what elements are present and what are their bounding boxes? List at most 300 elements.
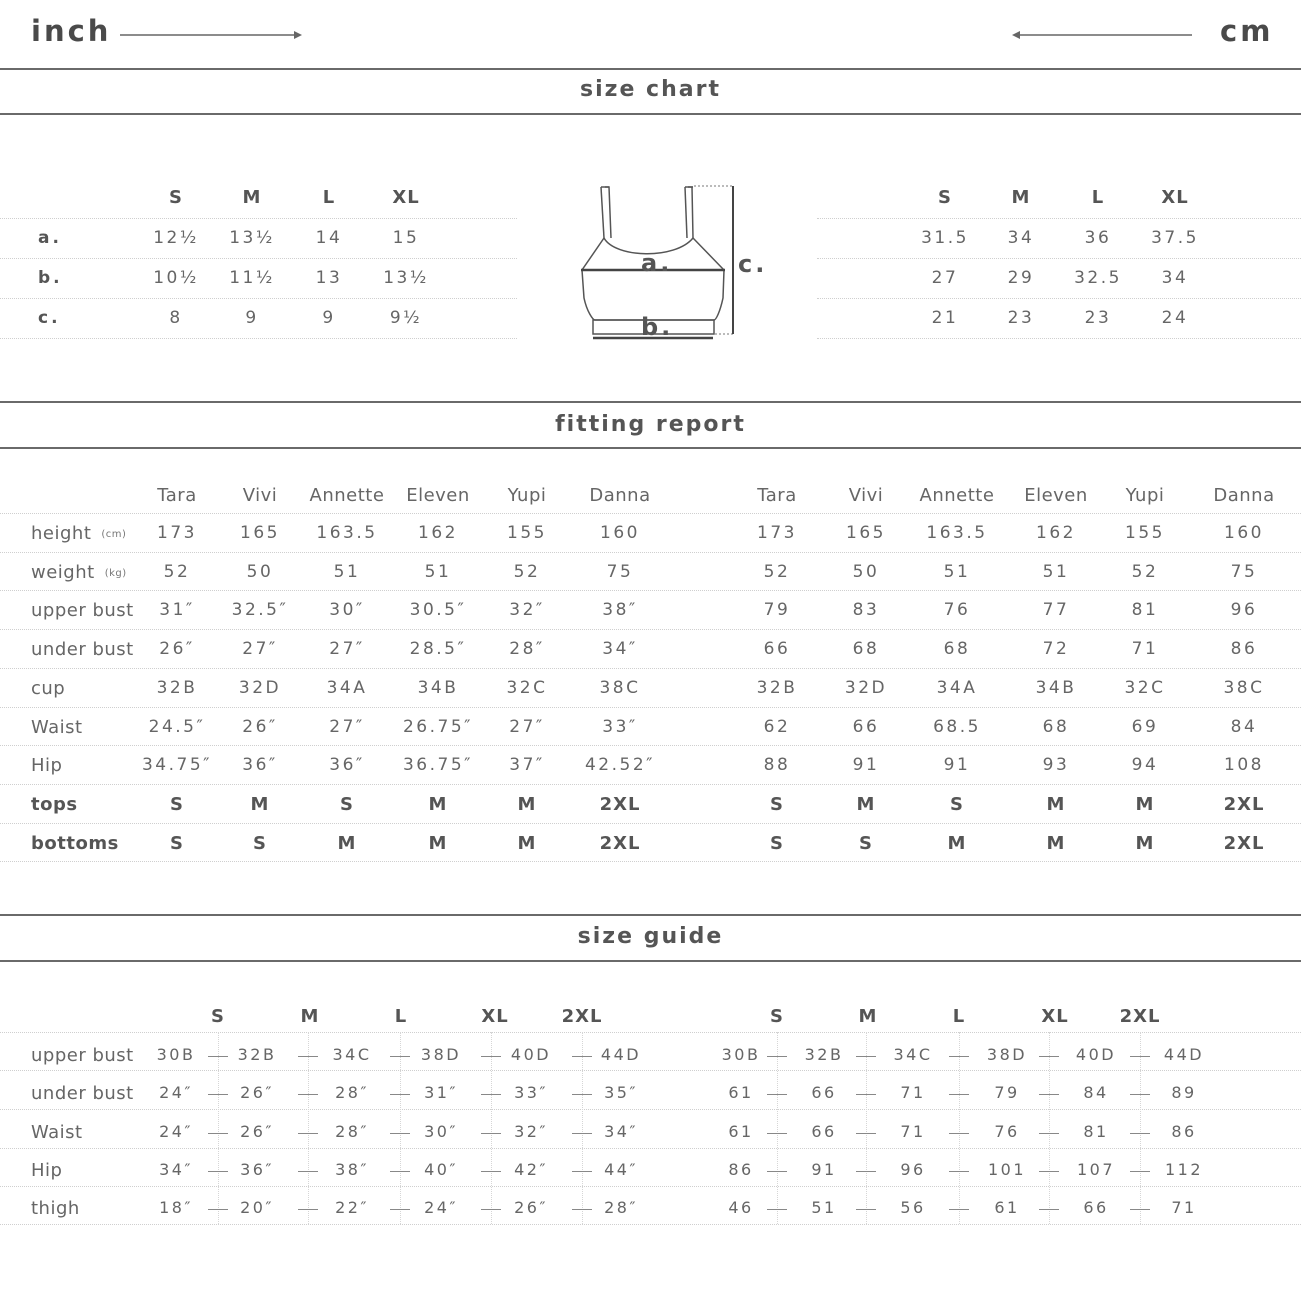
cell: S bbox=[859, 833, 873, 854]
size-header: L bbox=[322, 187, 336, 208]
range-dash bbox=[390, 1171, 410, 1172]
cell: 51 bbox=[1042, 562, 1070, 582]
cell: 30B bbox=[721, 1045, 761, 1064]
row-label: b. bbox=[38, 268, 63, 288]
cell: 34″ bbox=[604, 1122, 638, 1141]
cell: 26″ bbox=[514, 1198, 548, 1217]
range-dash bbox=[1130, 1209, 1150, 1210]
cell: 13½ bbox=[229, 228, 275, 248]
size-header: L bbox=[952, 1006, 966, 1027]
cell: 75 bbox=[606, 562, 634, 582]
cell: 71 bbox=[900, 1122, 926, 1141]
model-name: Danna bbox=[1213, 485, 1275, 506]
cell: 38D bbox=[986, 1045, 1028, 1064]
row-label: c. bbox=[38, 308, 61, 328]
row-label bbox=[31, 678, 65, 699]
cell: 160 bbox=[1224, 523, 1264, 543]
range-dash bbox=[481, 1133, 501, 1134]
size-header: XL bbox=[1041, 1006, 1069, 1027]
diagram-label-a: a. bbox=[641, 249, 673, 277]
cell: 32.5″ bbox=[231, 600, 289, 620]
cell: 86 bbox=[1230, 639, 1258, 659]
cell: 9 bbox=[322, 308, 336, 328]
size-header: S bbox=[169, 187, 183, 208]
cell: 13½ bbox=[383, 268, 429, 288]
cell: 160 bbox=[600, 523, 640, 543]
range-dash bbox=[298, 1133, 318, 1134]
row-divider bbox=[817, 338, 1301, 339]
diagram-label-c: c. bbox=[738, 250, 768, 278]
row-divider bbox=[0, 298, 517, 299]
cell: 34A bbox=[936, 678, 978, 698]
row-divider bbox=[0, 1032, 1301, 1033]
cell: M bbox=[517, 794, 537, 815]
cell: 34C bbox=[332, 1045, 372, 1064]
cell: 28″ bbox=[509, 639, 545, 659]
cell: 81 bbox=[1131, 600, 1159, 620]
row-divider bbox=[0, 707, 1301, 708]
row-label-text: Hip bbox=[31, 755, 63, 776]
cell: 71 bbox=[900, 1083, 926, 1102]
row-label bbox=[31, 755, 62, 776]
cell: 79 bbox=[763, 600, 791, 620]
range-dash bbox=[1039, 1056, 1059, 1057]
cell: 76 bbox=[943, 600, 971, 620]
cell: 32″ bbox=[509, 600, 545, 620]
cell: 2XL bbox=[599, 833, 641, 854]
range-dash bbox=[767, 1056, 787, 1057]
range-dash bbox=[949, 1209, 969, 1210]
cell: 83 bbox=[852, 600, 880, 620]
column-divider bbox=[1140, 1032, 1141, 1224]
column-divider bbox=[491, 1032, 492, 1224]
range-dash bbox=[208, 1094, 228, 1095]
cell: 28″ bbox=[335, 1083, 369, 1102]
range-dash bbox=[949, 1056, 969, 1057]
cell: 36.75″ bbox=[402, 755, 474, 775]
model-name: Vivi bbox=[848, 485, 884, 506]
range-dash bbox=[481, 1094, 501, 1095]
range-dash bbox=[298, 1209, 318, 1210]
cell: 31″ bbox=[424, 1083, 458, 1102]
cell: 37″ bbox=[509, 755, 545, 775]
column-divider bbox=[866, 1032, 867, 1224]
cell: 32″ bbox=[514, 1122, 548, 1141]
range-dash bbox=[390, 1133, 410, 1134]
row-divider bbox=[0, 552, 1301, 553]
cell: M bbox=[1135, 794, 1155, 815]
cell: 44D bbox=[600, 1045, 642, 1064]
divider bbox=[0, 960, 1301, 962]
range-dash bbox=[1130, 1094, 1150, 1095]
range-dash bbox=[572, 1133, 592, 1134]
cell: 86 bbox=[1171, 1122, 1197, 1141]
cell: 34″ bbox=[602, 639, 638, 659]
cell: 31″ bbox=[159, 600, 195, 620]
cell: 81 bbox=[1083, 1122, 1109, 1141]
size-header: M bbox=[858, 1006, 878, 1027]
unit-cm-label: cm bbox=[1220, 14, 1274, 48]
cell: 91 bbox=[852, 755, 880, 775]
cell: 173 bbox=[757, 523, 797, 543]
column-divider bbox=[959, 1032, 960, 1224]
cell: 38C bbox=[1223, 678, 1265, 698]
range-dash bbox=[767, 1171, 787, 1172]
unit-note: (kg) bbox=[104, 568, 127, 579]
cell: 86 bbox=[728, 1160, 754, 1179]
row-label: a. bbox=[38, 228, 62, 248]
size-header: M bbox=[242, 187, 262, 208]
cell: 34 bbox=[1007, 228, 1035, 248]
range-dash bbox=[856, 1171, 876, 1172]
row-label-text: upper bust bbox=[31, 600, 134, 621]
model-name: Yupi bbox=[507, 485, 547, 506]
range-dash bbox=[208, 1056, 228, 1057]
cell: 27″ bbox=[329, 717, 365, 737]
row-divider bbox=[0, 338, 517, 339]
cell: S bbox=[770, 794, 784, 815]
cell: 173 bbox=[157, 523, 197, 543]
cell: 40D bbox=[510, 1045, 552, 1064]
model-name: Annette bbox=[919, 485, 995, 506]
cell: M bbox=[947, 833, 967, 854]
cell: 40D bbox=[1075, 1045, 1117, 1064]
cell: 29 bbox=[1007, 268, 1035, 288]
cell: 51 bbox=[811, 1198, 837, 1217]
row-label: upper bust bbox=[31, 1045, 134, 1066]
cell: 30.5″ bbox=[409, 600, 467, 620]
range-dash bbox=[767, 1209, 787, 1210]
range-dash bbox=[390, 1209, 410, 1210]
cell: 26″ bbox=[159, 639, 195, 659]
cell: 32B bbox=[804, 1045, 844, 1064]
range-dash bbox=[856, 1056, 876, 1057]
cell: 2XL bbox=[1223, 794, 1265, 815]
cell: 61 bbox=[728, 1122, 754, 1141]
cell: 46 bbox=[728, 1198, 754, 1217]
cell: 2XL bbox=[599, 794, 641, 815]
size-header: M bbox=[1011, 187, 1031, 208]
size-header: L bbox=[394, 1006, 408, 1027]
column-divider bbox=[308, 1032, 309, 1224]
cell: 52 bbox=[163, 562, 191, 582]
cell: 32B bbox=[756, 678, 798, 698]
range-dash bbox=[856, 1209, 876, 1210]
row-divider bbox=[0, 1224, 1301, 1225]
row-divider bbox=[0, 513, 1301, 514]
cell: 50 bbox=[246, 562, 274, 582]
row-label: thigh bbox=[31, 1198, 80, 1219]
range-dash bbox=[572, 1056, 592, 1057]
cell: 112 bbox=[1164, 1160, 1204, 1179]
cell: 69 bbox=[1131, 717, 1159, 737]
cell: 33″ bbox=[514, 1083, 548, 1102]
row-divider bbox=[817, 258, 1301, 259]
cell: 9 bbox=[245, 308, 259, 328]
row-label: Waist bbox=[31, 1122, 83, 1143]
row-label bbox=[31, 562, 127, 583]
row-divider bbox=[0, 590, 1301, 591]
row-divider bbox=[0, 1070, 1301, 1071]
range-dash bbox=[856, 1133, 876, 1134]
row-label bbox=[31, 600, 134, 621]
cell: 27″ bbox=[509, 717, 545, 737]
size-header: XL bbox=[481, 1006, 509, 1027]
cell: S bbox=[253, 833, 267, 854]
cell: 8 bbox=[169, 308, 183, 328]
cell: 10½ bbox=[153, 268, 199, 288]
cell: 38″ bbox=[602, 600, 638, 620]
cell: 162 bbox=[418, 523, 458, 543]
cell: 32D bbox=[238, 678, 282, 698]
cell: 2XL bbox=[1223, 833, 1265, 854]
range-dash bbox=[1039, 1171, 1059, 1172]
row-label: under bust bbox=[31, 1083, 134, 1104]
row-label-text: bottoms bbox=[31, 833, 119, 854]
cell: 34A bbox=[326, 678, 368, 698]
cell: 24″ bbox=[159, 1083, 193, 1102]
model-name: Eleven bbox=[1024, 485, 1088, 506]
cell: 28″ bbox=[335, 1122, 369, 1141]
cell: 12½ bbox=[153, 228, 199, 248]
model-name: Annette bbox=[309, 485, 385, 506]
cell: M bbox=[856, 794, 876, 815]
divider bbox=[0, 401, 1301, 403]
divider bbox=[0, 447, 1301, 449]
cell: 66 bbox=[811, 1122, 837, 1141]
cell: 51 bbox=[943, 562, 971, 582]
cell: 94 bbox=[1131, 755, 1159, 775]
range-dash bbox=[390, 1056, 410, 1057]
cell: 77 bbox=[1042, 600, 1070, 620]
row-label-text: height bbox=[31, 523, 92, 544]
cell: 33″ bbox=[602, 717, 638, 737]
cell: 88 bbox=[763, 755, 791, 775]
cell: 52 bbox=[1131, 562, 1159, 582]
cell: 107 bbox=[1076, 1160, 1116, 1179]
range-dash bbox=[298, 1171, 318, 1172]
cell: S bbox=[950, 794, 964, 815]
cell: 93 bbox=[1042, 755, 1070, 775]
cell: 62 bbox=[763, 717, 791, 737]
cell: 15 bbox=[392, 228, 420, 248]
cell: 51 bbox=[424, 562, 452, 582]
cell: 75 bbox=[1230, 562, 1258, 582]
row-label bbox=[31, 639, 134, 660]
cell: 34 bbox=[1161, 268, 1189, 288]
cell: 91 bbox=[811, 1160, 837, 1179]
range-dash bbox=[856, 1094, 876, 1095]
row-label bbox=[31, 523, 126, 544]
row-divider bbox=[817, 218, 1301, 219]
cell: M bbox=[1135, 833, 1155, 854]
cell: 34B bbox=[417, 678, 459, 698]
unit-note: (cm) bbox=[101, 529, 127, 540]
cell: 72 bbox=[1042, 639, 1070, 659]
range-dash bbox=[1039, 1209, 1059, 1210]
cell: 36 bbox=[1084, 228, 1112, 248]
range-dash bbox=[1130, 1056, 1150, 1057]
cell: 163.5 bbox=[316, 523, 378, 543]
row-divider bbox=[0, 745, 1301, 746]
cell: 42″ bbox=[514, 1160, 548, 1179]
divider bbox=[0, 68, 1301, 70]
column-divider bbox=[1049, 1032, 1050, 1224]
size-header: XL bbox=[392, 187, 420, 208]
cell: 26.75″ bbox=[402, 717, 474, 737]
range-dash bbox=[572, 1171, 592, 1172]
cell: 52 bbox=[763, 562, 791, 582]
cell: M bbox=[1046, 833, 1066, 854]
size-guide-title: size guide bbox=[577, 924, 724, 949]
row-label-text: under bust bbox=[31, 639, 134, 660]
diagram-label-b: b. bbox=[641, 313, 674, 341]
cell: 28″ bbox=[604, 1198, 638, 1217]
cell: 66 bbox=[763, 639, 791, 659]
cell: 26″ bbox=[240, 1122, 274, 1141]
cell: 24″ bbox=[159, 1122, 193, 1141]
cell: 84 bbox=[1083, 1083, 1109, 1102]
range-dash bbox=[949, 1171, 969, 1172]
range-dash bbox=[767, 1094, 787, 1095]
size-header: S bbox=[938, 187, 952, 208]
row-label-text: tops bbox=[31, 794, 78, 815]
cell: 34B bbox=[1035, 678, 1077, 698]
cell: 32B bbox=[237, 1045, 277, 1064]
cell: 18″ bbox=[159, 1198, 193, 1217]
row-label: Hip bbox=[31, 1160, 63, 1181]
cell: 162 bbox=[1036, 523, 1076, 543]
cell: 26″ bbox=[242, 717, 278, 737]
cell: 155 bbox=[1125, 523, 1165, 543]
row-divider bbox=[0, 1186, 1301, 1187]
row-label bbox=[31, 833, 119, 854]
row-divider bbox=[0, 823, 1301, 824]
cell: 61 bbox=[994, 1198, 1020, 1217]
cell: 34.75″ bbox=[141, 755, 213, 775]
row-divider bbox=[0, 218, 517, 219]
row-divider bbox=[0, 861, 1301, 862]
cell: 68 bbox=[1042, 717, 1070, 737]
cell: 14 bbox=[315, 228, 343, 248]
cell: 30″ bbox=[329, 600, 365, 620]
model-name: Tara bbox=[157, 485, 197, 506]
cell: 61 bbox=[728, 1083, 754, 1102]
cell: 23 bbox=[1084, 308, 1112, 328]
cell: 91 bbox=[943, 755, 971, 775]
cell: 23 bbox=[1007, 308, 1035, 328]
column-divider bbox=[400, 1032, 401, 1224]
range-dash bbox=[572, 1094, 592, 1095]
row-label bbox=[31, 794, 78, 815]
cell: S bbox=[170, 794, 184, 815]
cell: 51 bbox=[333, 562, 361, 582]
range-dash bbox=[208, 1133, 228, 1134]
cell: 76 bbox=[994, 1122, 1020, 1141]
size-header: S bbox=[211, 1006, 225, 1027]
cell: 68 bbox=[852, 639, 880, 659]
cell: 35″ bbox=[604, 1083, 638, 1102]
cell: 32.5 bbox=[1074, 268, 1122, 288]
cell: M bbox=[250, 794, 270, 815]
cell: M bbox=[428, 833, 448, 854]
range-dash bbox=[481, 1056, 501, 1057]
row-divider bbox=[0, 668, 1301, 669]
cell: M bbox=[337, 833, 357, 854]
size-header: 2XL bbox=[1119, 1006, 1161, 1027]
right-arrow-icon bbox=[120, 28, 304, 42]
row-divider bbox=[817, 298, 1301, 299]
model-name: Tara bbox=[757, 485, 797, 506]
cell: 38C bbox=[599, 678, 641, 698]
range-dash bbox=[572, 1209, 592, 1210]
range-dash bbox=[1130, 1133, 1150, 1134]
cell: 32C bbox=[506, 678, 548, 698]
cell: M bbox=[428, 794, 448, 815]
cell: 38D bbox=[420, 1045, 462, 1064]
size-header: XL bbox=[1161, 187, 1189, 208]
cell: 108 bbox=[1224, 755, 1264, 775]
cell: 66 bbox=[852, 717, 880, 737]
cell: 34″ bbox=[159, 1160, 193, 1179]
range-dash bbox=[390, 1094, 410, 1095]
row-divider bbox=[0, 1109, 1301, 1110]
range-dash bbox=[1039, 1133, 1059, 1134]
cell: 44″ bbox=[604, 1160, 638, 1179]
cell: 24.5″ bbox=[148, 717, 206, 737]
size-chart-title: size chart bbox=[580, 77, 721, 102]
model-name: Yupi bbox=[1125, 485, 1165, 506]
row-label-text: weight bbox=[31, 562, 95, 583]
cell: 31.5 bbox=[921, 228, 969, 248]
column-divider bbox=[777, 1032, 778, 1224]
cell: 66 bbox=[1083, 1198, 1109, 1217]
cell: 34C bbox=[893, 1045, 933, 1064]
cell: 96 bbox=[1230, 600, 1258, 620]
row-divider bbox=[0, 784, 1301, 785]
cell: 37.5 bbox=[1151, 228, 1199, 248]
cell: 32D bbox=[844, 678, 888, 698]
range-dash bbox=[208, 1171, 228, 1172]
cell: 89 bbox=[1171, 1083, 1197, 1102]
size-header: M bbox=[300, 1006, 320, 1027]
range-dash bbox=[1039, 1094, 1059, 1095]
left-arrow-icon bbox=[1010, 28, 1194, 42]
model-name: Eleven bbox=[406, 485, 470, 506]
cell: 71 bbox=[1131, 639, 1159, 659]
cell: 52 bbox=[513, 562, 541, 582]
cell: 71 bbox=[1171, 1198, 1197, 1217]
cell: 68.5 bbox=[933, 717, 981, 737]
range-dash bbox=[208, 1209, 228, 1210]
cell: 27 bbox=[931, 268, 959, 288]
cell: 32B bbox=[156, 678, 198, 698]
cell: 44D bbox=[1163, 1045, 1205, 1064]
cell: M bbox=[1046, 794, 1066, 815]
row-divider bbox=[0, 1148, 1301, 1149]
cell: 165 bbox=[240, 523, 280, 543]
cell: 22″ bbox=[335, 1198, 369, 1217]
cell: 21 bbox=[931, 308, 959, 328]
cell: 13 bbox=[315, 268, 343, 288]
cell: 163.5 bbox=[926, 523, 988, 543]
row-label bbox=[31, 717, 83, 738]
cell: 84 bbox=[1230, 717, 1258, 737]
column-divider bbox=[582, 1032, 583, 1224]
cell: 27″ bbox=[329, 639, 365, 659]
cell: S bbox=[170, 833, 184, 854]
cell: 30″ bbox=[424, 1122, 458, 1141]
